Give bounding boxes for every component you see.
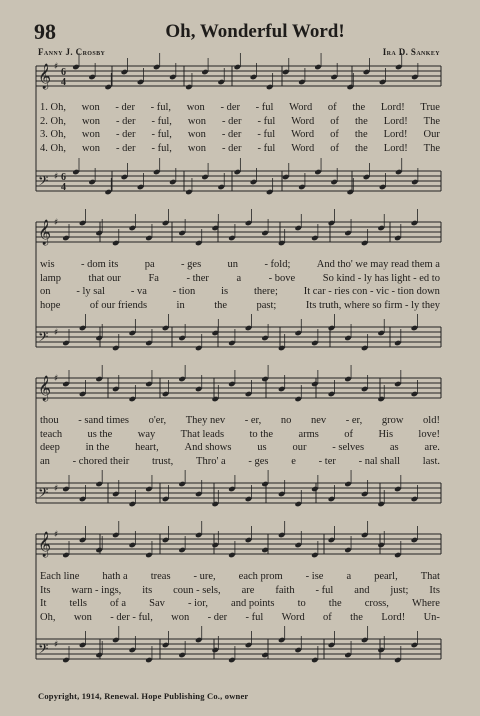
lyric-line bbox=[40, 115, 440, 129]
lyric-syllable: last. bbox=[422, 455, 440, 467]
lyric-syllable: - tion bbox=[172, 286, 196, 298]
time-signature-top: 6 bbox=[61, 67, 66, 78]
lyric-line bbox=[40, 299, 440, 313]
copyright-notice: Copyright, 1914, Renewal. Hope Publishing Co., owner bbox=[38, 691, 249, 701]
lyric-syllable: - ise bbox=[305, 571, 324, 582]
lyric-syllable: tells bbox=[69, 598, 87, 610]
lyric-syllable: That leads bbox=[180, 428, 225, 440]
lyric-syllable: Each line bbox=[40, 571, 80, 582]
lyric-syllable: trust, bbox=[151, 455, 174, 467]
lyric-syllable: - der bbox=[115, 102, 135, 113]
lyric-syllable: - ful, bbox=[151, 129, 172, 141]
bass-clef-icon: 𝄢 bbox=[38, 641, 49, 660]
lyric-syllable: - ges bbox=[181, 259, 202, 270]
lyric-syllable: that our bbox=[88, 272, 121, 284]
lyric-syllable: un bbox=[227, 259, 239, 270]
lyric-syllable: pearl, bbox=[374, 571, 398, 582]
lyric-syllable: - fold; bbox=[264, 259, 291, 270]
lyric-syllable: and bbox=[354, 584, 370, 596]
lyric-syllable: us the bbox=[87, 428, 113, 440]
lyric-syllable: - nal shall bbox=[358, 455, 401, 467]
lyric-syllable: - ful bbox=[257, 142, 276, 154]
lyric-syllable: - ges bbox=[248, 455, 269, 467]
lyric-syllable: Word bbox=[289, 102, 313, 113]
lyric-syllable: That bbox=[420, 571, 440, 582]
author-credit: Fanny J. Crosby bbox=[38, 47, 106, 57]
bass-clef-icon: 𝄢 bbox=[38, 485, 49, 504]
lyric-syllable: Lord! bbox=[383, 142, 408, 154]
lyrics-system-3 bbox=[40, 414, 440, 468]
lyric-syllable: pa bbox=[144, 259, 155, 270]
lyric-line bbox=[40, 441, 440, 455]
lyric-syllable: - der bbox=[221, 115, 242, 127]
lyric-syllable: - selves bbox=[332, 442, 365, 454]
lyric-syllable: won bbox=[81, 115, 101, 127]
lyric-syllable: on bbox=[40, 286, 51, 298]
treble-clef-icon: 𝄞 bbox=[38, 532, 52, 557]
lyric-syllable: Our bbox=[423, 129, 440, 141]
lyric-line bbox=[40, 285, 440, 299]
sharp-icon: ♯ bbox=[54, 374, 59, 384]
lyric-line bbox=[40, 611, 440, 625]
lyric-syllable: Lord! bbox=[381, 611, 406, 623]
lyric-syllable: They nev bbox=[185, 415, 226, 426]
lyric-syllable: - der bbox=[116, 115, 136, 127]
lyric-syllable: heart, bbox=[135, 442, 159, 454]
lyric-syllable: won bbox=[73, 611, 92, 623]
lyric-line bbox=[40, 128, 440, 142]
lyric-syllable: His bbox=[378, 428, 394, 440]
lyric-syllable: deep bbox=[40, 442, 60, 454]
lyric-syllable: a bbox=[236, 272, 242, 284]
lyric-syllable: lamp bbox=[40, 272, 61, 284]
lyric-syllable: Word bbox=[291, 129, 315, 141]
lyric-syllable: old! bbox=[423, 415, 440, 426]
lyrics-system-2 bbox=[40, 258, 440, 312]
lyric-syllable: in the bbox=[85, 442, 110, 454]
lyric-syllable: won bbox=[81, 142, 101, 154]
lyric-syllable: Its bbox=[40, 584, 51, 596]
sharp-icon: ♯ bbox=[54, 640, 59, 650]
lyric-syllable: of bbox=[323, 611, 332, 623]
lyric-syllable: True bbox=[420, 102, 440, 113]
treble-clef-icon: 𝄞 bbox=[38, 64, 52, 89]
lyric-syllable: Word bbox=[281, 611, 305, 623]
lyric-syllable: - der - ful, bbox=[110, 611, 153, 623]
lyric-syllable: - ter bbox=[318, 455, 336, 467]
lyric-syllable: The bbox=[423, 142, 440, 154]
lyric-syllable: its bbox=[142, 584, 153, 596]
lyric-syllable: 4. Oh, bbox=[40, 142, 66, 154]
lyric-syllable: the bbox=[350, 611, 363, 623]
lyric-syllable: no bbox=[280, 415, 292, 426]
lyric-syllable: are bbox=[241, 584, 255, 596]
lyric-syllable: - er, bbox=[345, 415, 363, 426]
lyric-syllable: won bbox=[81, 129, 101, 141]
lyric-syllable: there; bbox=[253, 286, 278, 298]
lyric-line bbox=[40, 584, 440, 598]
lyric-syllable: grow bbox=[381, 415, 404, 426]
lyric-syllable: - der bbox=[221, 142, 242, 154]
lyric-syllable: hath a bbox=[102, 571, 128, 582]
lyric-syllable: won bbox=[187, 142, 206, 154]
lyric-syllable: teach bbox=[40, 428, 63, 440]
lyric-syllable: - ful, bbox=[151, 115, 172, 127]
lyric-syllable: to the bbox=[249, 428, 274, 440]
lyric-syllable: Where bbox=[411, 598, 440, 610]
lyric-syllable: - der bbox=[116, 142, 136, 154]
lyric-syllable: It bbox=[40, 598, 47, 610]
lyric-line bbox=[40, 597, 440, 611]
lyric-syllable: - ly sal bbox=[76, 286, 105, 298]
lyric-syllable: - der bbox=[221, 129, 242, 141]
lyric-syllable: Word bbox=[291, 115, 315, 127]
lyric-syllable: Un- bbox=[423, 611, 440, 623]
time-signature-top: 6 bbox=[61, 172, 66, 183]
lyric-syllable: the bbox=[214, 299, 228, 311]
hymn-title: Oh, Wonderful Word! bbox=[165, 21, 345, 42]
treble-clef-icon: 𝄞 bbox=[38, 220, 52, 245]
lyric-syllable: the bbox=[328, 598, 342, 610]
lyric-line bbox=[40, 428, 440, 442]
lyric-syllable: won bbox=[171, 611, 190, 623]
lyric-syllable: cross, bbox=[364, 598, 389, 610]
hymn-number: 98 bbox=[34, 19, 56, 44]
lyric-syllable: Lord! bbox=[380, 102, 405, 113]
lyric-syllable: - ful bbox=[245, 611, 264, 623]
lyric-syllable: wis bbox=[40, 259, 55, 270]
lyric-syllable: - chored their bbox=[72, 455, 130, 467]
lyric-syllable: It car - ries con - vic - tion down bbox=[303, 286, 440, 298]
lyric-syllable: - der bbox=[220, 102, 240, 113]
time-signature-bottom: 4 bbox=[61, 182, 66, 193]
lyric-syllable: Its bbox=[429, 584, 440, 596]
lyric-line bbox=[40, 272, 440, 286]
lyric-syllable: 1. Oh, bbox=[40, 102, 66, 113]
lyric-syllable: - dom its bbox=[80, 259, 119, 270]
lyric-syllable: and points bbox=[231, 598, 275, 610]
lyric-syllable: o'er, bbox=[148, 415, 167, 426]
lyric-syllable: the bbox=[354, 129, 368, 141]
lyric-syllable: us bbox=[257, 442, 267, 454]
lyric-syllable: love! bbox=[418, 428, 440, 440]
lyric-syllable: - ful bbox=[257, 129, 276, 141]
lyric-line bbox=[40, 414, 440, 428]
bass-clef-icon: 𝄢 bbox=[38, 329, 49, 348]
sharp-icon: ♯ bbox=[54, 218, 59, 228]
lyric-syllable: - der bbox=[207, 611, 228, 623]
lyric-syllable: are. bbox=[424, 442, 440, 454]
lyric-syllable: the bbox=[352, 102, 366, 113]
lyric-syllable: nev bbox=[310, 415, 327, 426]
lyric-line bbox=[40, 570, 440, 584]
lyric-syllable: So kind - ly has light - ed to bbox=[322, 272, 440, 284]
lyric-syllable: Oh, bbox=[40, 611, 56, 623]
lyric-syllable: Lord! bbox=[383, 129, 408, 141]
lyric-syllable: won bbox=[81, 102, 100, 113]
lyric-syllable: won bbox=[186, 102, 205, 113]
lyric-syllable: Fa bbox=[148, 272, 159, 284]
lyric-syllable: won bbox=[187, 129, 206, 141]
lyric-syllable: - der bbox=[115, 129, 136, 141]
lyric-syllable: - er, bbox=[244, 415, 262, 426]
lyric-syllable: each prom bbox=[238, 571, 283, 582]
lyric-syllable: coun - sels, bbox=[173, 584, 221, 596]
lyric-syllable: - ful, bbox=[150, 102, 172, 113]
lyric-syllable: - bove bbox=[268, 272, 296, 284]
lyric-syllable: the bbox=[354, 142, 368, 154]
lyric-line bbox=[40, 455, 440, 469]
lyric-syllable: just; bbox=[390, 584, 409, 596]
lyric-syllable: warn - ings, bbox=[71, 584, 122, 596]
sharp-icon: ♯ bbox=[54, 530, 59, 540]
lyric-syllable: - ful, bbox=[151, 142, 172, 154]
sharp-icon: ♯ bbox=[54, 484, 59, 494]
lyric-syllable: Lord! bbox=[383, 115, 408, 127]
lyric-syllable: past; bbox=[256, 299, 277, 311]
sharp-icon: ♯ bbox=[54, 172, 59, 182]
lyric-syllable: in bbox=[176, 299, 185, 311]
lyrics-system-1 bbox=[40, 101, 440, 155]
lyric-syllable: of bbox=[330, 129, 339, 141]
time-signature-bottom: 4 bbox=[61, 77, 66, 88]
lyric-syllable: - ful bbox=[255, 102, 274, 113]
lyric-syllable: won bbox=[187, 115, 206, 127]
lyric-syllable: Its truth, where so firm - ly they bbox=[305, 299, 440, 311]
lyric-syllable: the bbox=[354, 115, 368, 127]
lyric-syllable: Word bbox=[291, 142, 315, 154]
lyric-syllable: - sand times bbox=[78, 415, 130, 426]
lyric-syllable: our bbox=[292, 442, 307, 454]
lyric-syllable: Thro' a bbox=[196, 455, 226, 467]
lyric-syllable: The bbox=[423, 115, 440, 127]
lyric-syllable: 2. Oh, bbox=[40, 115, 66, 127]
lyric-syllable: of bbox=[330, 115, 340, 127]
lyric-syllable: - ior, bbox=[187, 598, 208, 610]
sharp-icon: ♯ bbox=[54, 328, 59, 338]
composer-credit: Ira D. Sankey bbox=[382, 47, 440, 57]
lyric-syllable: 3. Oh, bbox=[40, 129, 66, 141]
lyric-syllable: - ure, bbox=[193, 571, 216, 582]
lyric-syllable: a bbox=[346, 571, 352, 582]
lyric-syllable: - ful bbox=[315, 584, 334, 596]
lyric-syllable: - ful bbox=[257, 115, 276, 127]
lyric-syllable: of a bbox=[110, 598, 127, 610]
lyric-syllable: of bbox=[330, 142, 340, 154]
treble-clef-icon: 𝄞 bbox=[38, 376, 52, 401]
lyrics-system-4 bbox=[40, 570, 440, 624]
lyric-syllable: is bbox=[221, 286, 229, 298]
lyric-syllable: as bbox=[389, 442, 399, 454]
lyric-syllable: treas bbox=[150, 571, 171, 582]
lyric-syllable: And tho' we may read them a bbox=[316, 259, 440, 270]
bass-clef-icon: 𝄢 bbox=[38, 173, 49, 192]
lyric-syllable: - ther bbox=[186, 272, 209, 284]
lyric-syllable: to bbox=[297, 598, 306, 610]
lyric-syllable: hope bbox=[40, 299, 61, 311]
lyric-syllable: an bbox=[40, 455, 50, 467]
lyric-syllable: Sav bbox=[149, 598, 165, 610]
lyric-syllable: way bbox=[137, 428, 156, 440]
lyric-syllable: And shows bbox=[184, 442, 232, 454]
lyric-line bbox=[40, 142, 440, 156]
lyric-syllable: of bbox=[327, 102, 337, 113]
lyric-syllable: faith bbox=[275, 584, 295, 596]
lyric-syllable: - va bbox=[130, 286, 147, 298]
lyric-syllable: of bbox=[344, 428, 354, 440]
sharp-icon: ♯ bbox=[54, 62, 59, 72]
lyric-syllable: of our friends bbox=[89, 299, 148, 311]
lyric-syllable: e bbox=[291, 455, 296, 467]
lyric-line bbox=[40, 101, 440, 115]
lyric-syllable: thou bbox=[40, 415, 59, 426]
lyric-line bbox=[40, 258, 440, 272]
lyric-syllable: arms bbox=[298, 428, 319, 440]
